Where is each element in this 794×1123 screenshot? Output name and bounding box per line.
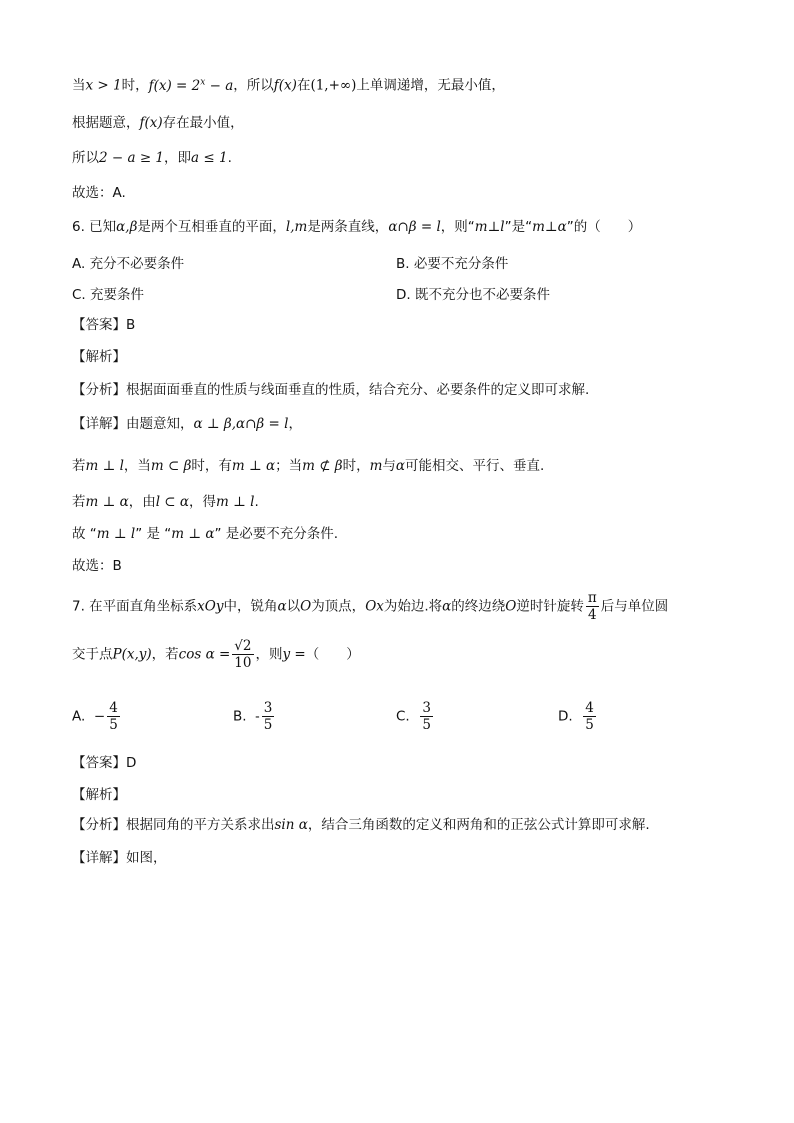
question-7-detail: 【详解】如图， xyxy=(72,850,167,866)
text: 7. 在平面直角坐标系 xyxy=(72,598,198,615)
question-6-detail-line-1 xyxy=(72,456,544,476)
solution-line-1 xyxy=(72,72,505,96)
option-label: B. xyxy=(233,708,247,725)
text: 为顶点， xyxy=(311,598,366,615)
question-7-stem-line-1 xyxy=(72,590,668,623)
fraction-denominator: 5 xyxy=(109,717,118,733)
fraction-denominator: 5 xyxy=(585,717,594,733)
question-6-answer: 【答案】B xyxy=(72,317,136,333)
text: 是两个互相垂直的平面， xyxy=(137,219,286,235)
text: 根据题意， xyxy=(72,115,140,131)
math-expr: m ⊄ β xyxy=(302,458,343,474)
math-condition: x > 1 xyxy=(85,77,122,94)
option-label: D. xyxy=(558,708,573,725)
text: 以 xyxy=(286,598,301,615)
fraction-numerator: π xyxy=(587,590,597,606)
option-fraction xyxy=(420,700,433,733)
text: 与 xyxy=(382,458,396,474)
math-alpha: α xyxy=(277,598,287,615)
text: ，所以 xyxy=(233,77,274,94)
text: 若 xyxy=(72,494,86,510)
text: 存在最小值， xyxy=(162,115,244,131)
math-origin: O xyxy=(300,598,312,615)
math-fx: f(x) xyxy=(139,115,163,131)
text: 6. 已知 xyxy=(72,219,117,235)
math-expr: m ⊥ α xyxy=(85,494,129,510)
question-7-option-a xyxy=(72,700,122,733)
question-6-analysis-heading: 【解析】 xyxy=(72,349,126,365)
text: 【详解】由题意知， xyxy=(72,416,194,432)
solution-line-2 xyxy=(72,113,244,133)
text: ，得 xyxy=(189,494,217,510)
question-6-fenxi: 【分析】根据面面垂直的性质与线面垂直的性质，结合充分、必要条件的定义即可求解. xyxy=(72,382,590,398)
question-6-stem xyxy=(72,217,641,237)
fraction-sqrt2-over-10 xyxy=(232,638,253,671)
math-expr: m ⊥ l xyxy=(85,458,124,474)
math-expr: m xyxy=(369,458,383,474)
math-coordinate-system: xOy xyxy=(197,598,224,615)
text: 当 xyxy=(72,77,86,94)
math-function-base: f(x) = 2 xyxy=(148,77,201,94)
text: ，结合三角函数的定义和两角和的正弦公式计算即可求解. xyxy=(307,817,650,833)
question-6-option-c: C. 充要条件 xyxy=(72,287,145,303)
text: . xyxy=(254,494,259,510)
math-alpha: α xyxy=(442,598,452,615)
math-inequality: a ≤ 1 xyxy=(191,150,228,166)
text: 时， xyxy=(342,458,370,474)
math-interval: (1,+∞) xyxy=(310,77,357,94)
fraction-numerator: 3 xyxy=(422,700,431,716)
question-6-choice: 故选：B xyxy=(72,558,122,574)
text: （ ） xyxy=(305,646,360,663)
math-origin: O xyxy=(505,598,517,615)
math-inequality: 2 − a ≥ 1 xyxy=(99,150,165,166)
question-6-detail-line-2 xyxy=(72,492,259,512)
question-6-detail-line-3 xyxy=(72,524,338,544)
text: 所以 xyxy=(72,150,99,166)
math-expr: m ⊥ l xyxy=(96,526,136,542)
math-sin: sin α xyxy=(274,817,308,833)
math-intersection: α∩β = l xyxy=(388,219,441,235)
text: ，则“ xyxy=(440,219,475,235)
question-6-option-b: B. 必要不充分条件 xyxy=(396,256,509,272)
question-6-option-d: D. 既不充分也不必要条件 xyxy=(396,287,550,303)
question-7-stem-line-2 xyxy=(72,638,360,671)
fraction-denominator: 5 xyxy=(263,717,273,733)
text: ”的（ ） xyxy=(566,219,642,235)
text: ；当 xyxy=(275,458,303,474)
solution-choice: 故选：A. xyxy=(72,185,126,201)
math-expr: m ⊥ l xyxy=(216,494,255,510)
math-perp: m⊥l xyxy=(474,219,505,235)
question-7-option-d xyxy=(558,700,598,733)
text: 中，锐角 xyxy=(223,598,278,615)
math-expr: l ⊂ α xyxy=(155,494,190,510)
text: 交于点 xyxy=(72,646,113,663)
text: 上单调递增，无最小值， xyxy=(356,77,505,94)
text: 若 xyxy=(72,458,86,474)
text: ，若 xyxy=(151,646,179,663)
text: ， xyxy=(288,416,302,432)
option-label: C. xyxy=(396,708,410,725)
option-fraction xyxy=(262,700,275,733)
math-function-tail: − a xyxy=(205,77,234,94)
text: ，当 xyxy=(123,458,151,474)
fraction-numerator: 3 xyxy=(263,700,273,716)
solution-line-3 xyxy=(72,148,232,168)
math-condition: α ⊥ β,α∩β = l xyxy=(193,416,289,432)
math-expr: α xyxy=(395,458,406,474)
text: ” 是 “ xyxy=(135,526,172,542)
fraction-denominator: 5 xyxy=(422,717,431,733)
text: ” 是必要不充分条件. xyxy=(214,526,339,542)
text: 【分析】根据同角的平方关系求出 xyxy=(72,817,275,833)
math-planes: α,β xyxy=(116,219,138,235)
text: 后与单位圆 xyxy=(600,598,669,615)
math-cos: cos α = xyxy=(178,646,231,663)
text: 在 xyxy=(296,77,311,94)
question-7-option-b xyxy=(233,700,276,733)
question-6-detail xyxy=(72,414,302,434)
math-expr: m ⊥ α xyxy=(171,526,215,542)
math-fx: f(x) xyxy=(273,77,297,94)
math-axis: Ox xyxy=(365,598,384,615)
math-y: y = xyxy=(282,646,306,663)
text: 是两条直线， xyxy=(307,219,389,235)
math-perp: m⊥α xyxy=(532,219,567,235)
text: ，由 xyxy=(128,494,156,510)
text: 时， xyxy=(121,77,149,94)
option-fraction xyxy=(107,700,120,733)
math-expr: m ⊂ β xyxy=(150,458,192,474)
text: ，则 xyxy=(255,646,283,663)
fraction-numerator: 4 xyxy=(585,700,594,716)
text: . xyxy=(227,150,232,166)
question-7-option-c xyxy=(396,700,435,733)
math-point: P(x,y) xyxy=(112,646,152,663)
fraction-denominator: 10 xyxy=(234,655,252,671)
text: 故 “ xyxy=(72,526,97,542)
question-7-answer: 【答案】D xyxy=(72,755,137,771)
fraction-denominator: 4 xyxy=(588,607,597,623)
math-exponent: x xyxy=(200,77,206,87)
text: 可能相交、平行、垂直. xyxy=(405,458,545,474)
question-7-analysis-heading: 【解析】 xyxy=(72,787,126,803)
text: 时，有 xyxy=(191,458,232,474)
fraction-pi-over-4 xyxy=(586,590,599,623)
math-lines: l,m xyxy=(285,219,308,235)
math-function xyxy=(149,78,234,94)
math-expr: m ⊥ α xyxy=(231,458,276,474)
question-7-fenxi xyxy=(72,815,650,835)
text: 为始边.将 xyxy=(383,598,443,615)
option-fraction xyxy=(583,700,596,733)
option-sign: − xyxy=(93,708,106,725)
option-sign: - xyxy=(255,708,260,725)
text: 逆时针旋转 xyxy=(516,598,584,615)
question-6-option-a: A. 充分不必要条件 xyxy=(72,256,185,272)
fraction-numerator: 4 xyxy=(109,700,118,716)
text: ”是“ xyxy=(504,219,533,235)
fraction-numerator: √2 xyxy=(234,638,252,654)
option-label: A. xyxy=(72,708,86,725)
text: ，即 xyxy=(164,150,192,166)
text: 的终边绕 xyxy=(451,598,506,615)
